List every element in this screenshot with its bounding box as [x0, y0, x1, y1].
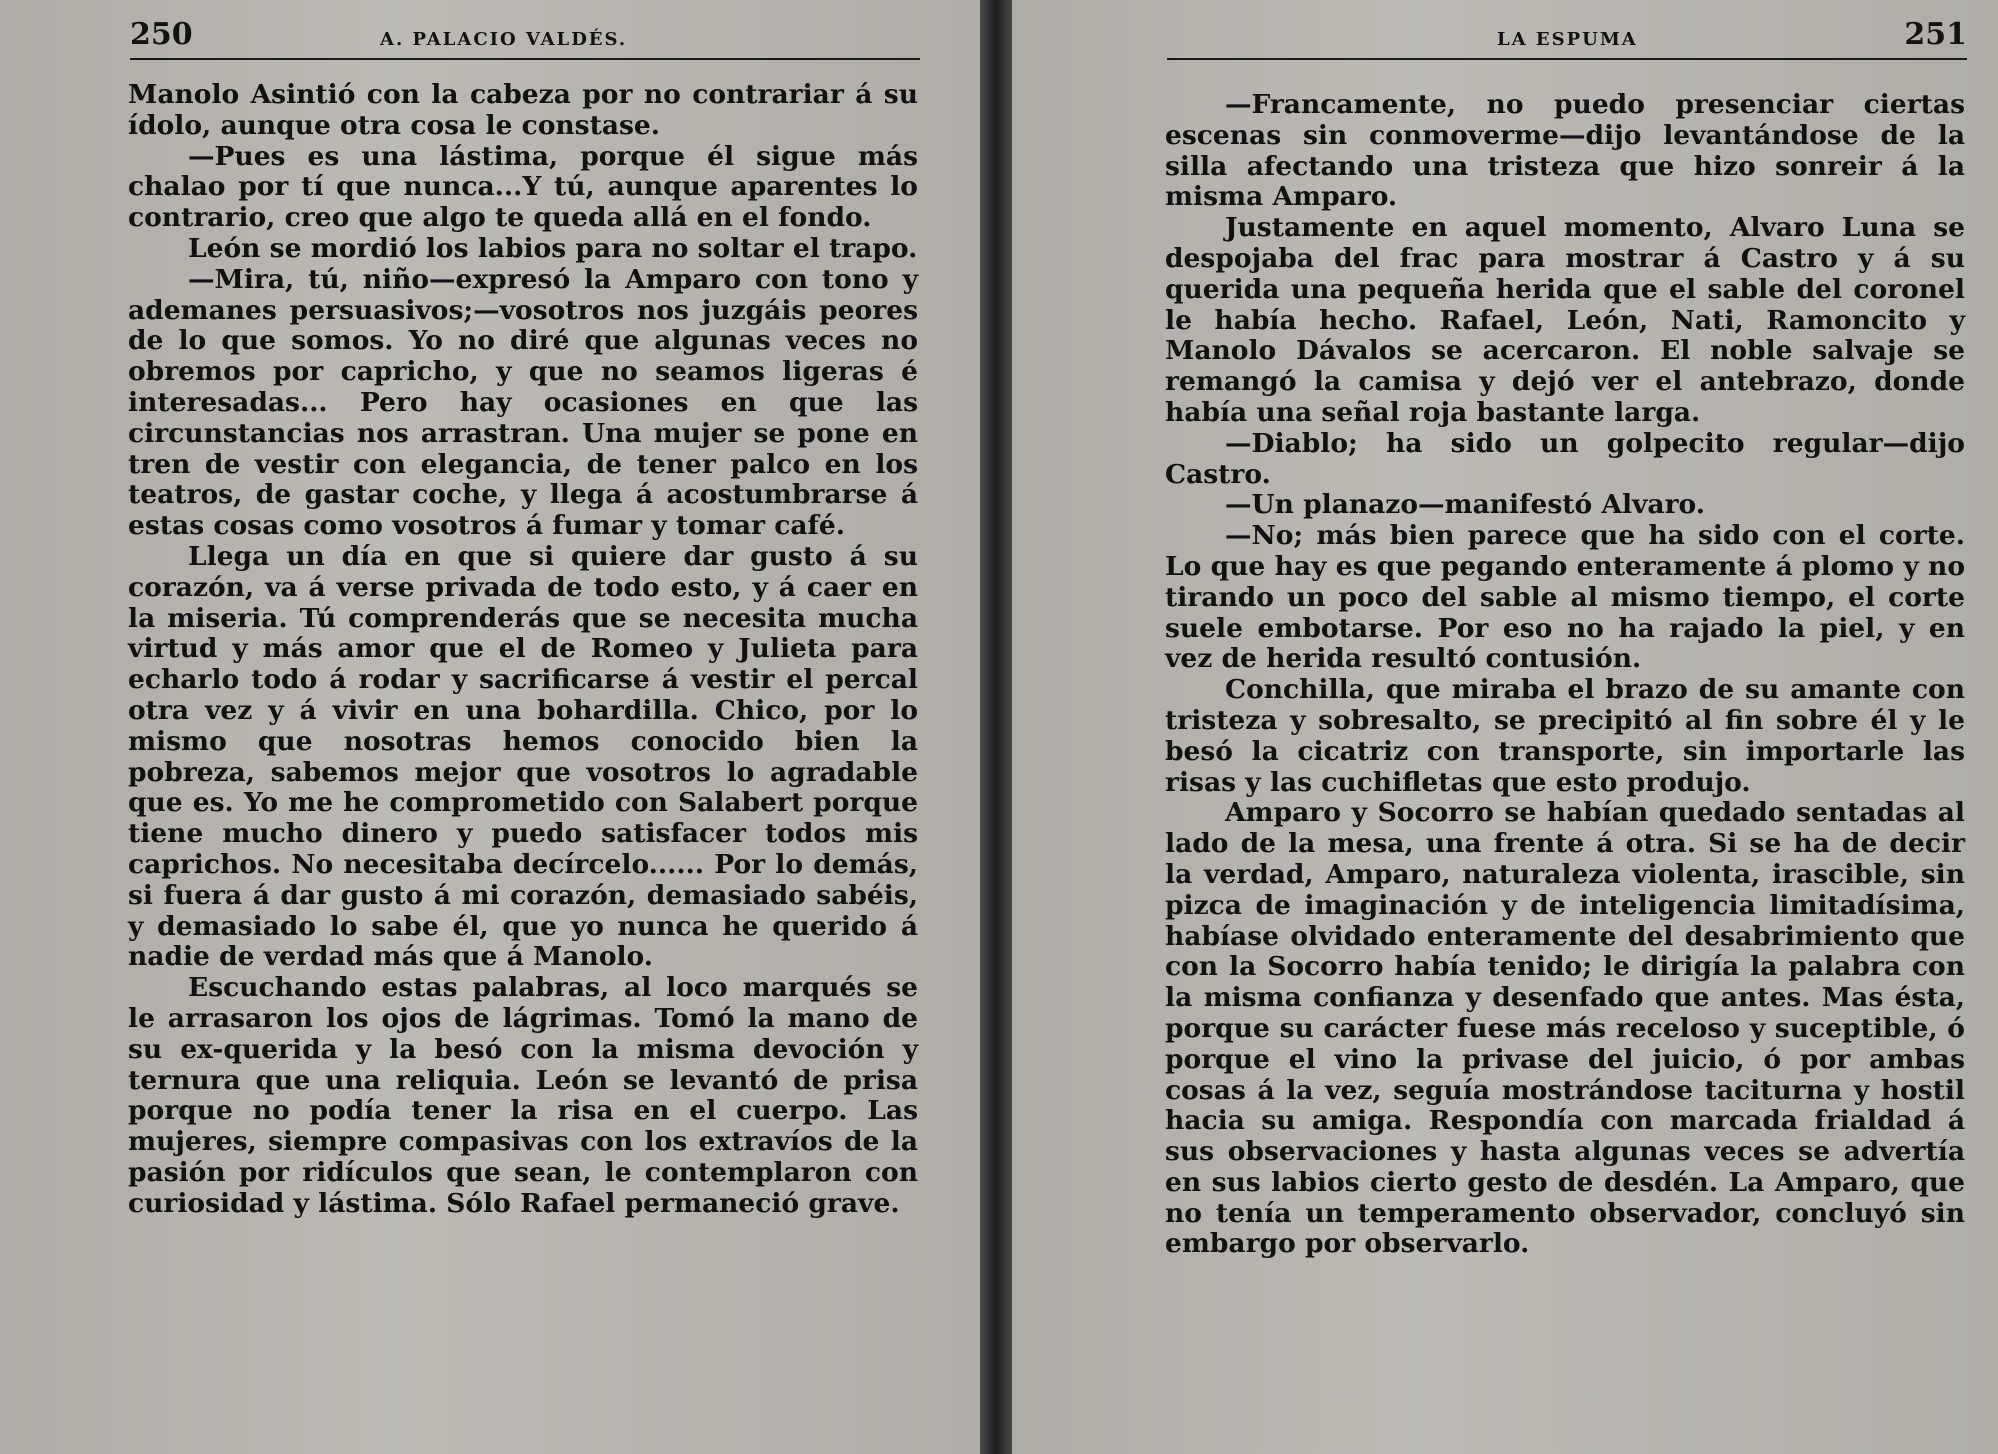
paragraph: —Diablo; ha sido un golpecito regular—dijo Castro.: [1165, 427, 1965, 490]
right-page-header: [1167, 18, 1967, 60]
left-page-header: [130, 18, 920, 60]
paragraph: Conchilla, que miraba el brazo de su amante con tristeza y sobresalto, se precipitó al fin sobre él y le besó la cicatriz con transporte, sin importarle las risas y las cuchifletas que esto produjo.: [1165, 674, 1965, 798]
paragraph: Manolo Asintió con la cabeza por no contrariar á su ídolo, aunque otra cosa le constase.: [128, 79, 918, 141]
paragraph: Justamente en aquel momento, Alvaro Luna se despojaba del frac para mostrar á Castro y á su querida una pequeña herida que el sable del coronel le había hecho. Rafael, León, Nati, Ramoncito y Manolo Dávalos se acercaron. El noble salvaje se remangó la camisa y dejó ver el antebrazo, donde había una señal roja bastante larga.: [1165, 212, 1965, 428]
page-number: 251: [1904, 17, 1967, 52]
paragraph: Escuchando estas palabras, al loco marqués se le arrasaron los ojos de lágrimas. Tomó la mano de su ex-querida y la besó con la misma devoción y ternura que una reliquia. León se levantó de prisa porque no podía tener la risa en el cuerpo. Las mujeres, siempre compasivas con los extravíos de la pasión por ridículos que sean, le contemplaron con curiosidad y lástima. Sólo Rafael permaneció grave.: [128, 972, 918, 1219]
paragraph: Amparo y Socorro se habían quedado sentadas al lado de la mesa, una frente á otra. Si se ha de decir la verdad, Amparo, naturaleza violenta, irascible, sin pizca de imaginación y de inteligencia limitadísima, habíase olvidado enteramente del desabrimiento que con la Socorro había tenido; le dirigía la palabra con la misma confianza y desenfado que antes. Mas ésta, porque su carácter fuese más receloso y suceptible, ó porque el vino la privase del juicio, ó por ambas cosas á la vez, seguía mostrándose taciturna y hostil hacia su amiga. Respondía con marcada frialdad á sus observaciones y hasta algunas veces se advertía en sus labios cierto gesto de desdén. La Amparo, que no tenía un temperamento observador, concluyó sin embargo por observarlo.: [1165, 797, 1965, 1260]
paragraph: Llega un día en que si quiere dar gusto á su corazón, va á verse privada de todo esto, y á caer en la miseria. Tú comprenderás que se necesita mucha virtud y más amor que el de Romeo y Julieta para echarlo todo á rodar y sacrificarse á vestir el percal otra vez y á vivir en una bohardilla. Chico, por lo mismo que nosotras hemos conocido bien la pobreza, sabemos mejor que vosotros lo agradable que es. Yo me he comprometido con Salabert porque tiene mucho dinero y puedo satisfacer todos mis caprichos. No necesitaba decírcelo...... Por lo demás, si fuera á dar gusto á mi corazón, demasiado sabéis, y demasiado lo sabe él, que yo nunca he querido á nadie de verdad más que á Manolo.: [128, 540, 918, 973]
right-page: [1012, 0, 1998, 1454]
running-head: LA ESPUMA: [1497, 29, 1638, 50]
paragraph: —Un planazo—manifestó Alvaro.: [1225, 489, 1705, 521]
page-number: 250: [130, 17, 193, 52]
paragraph: —Francamente, no puedo presenciar ciertas escenas sin conmoverme—dijo levantándose de la silla afectando una tristeza que hizo sonreir á la misma Amparo.: [1165, 89, 1965, 213]
paragraph: —Mira, tú, niño—expresó la Amparo con tono y ademanes persuasivos;—vosotros nos juzgáis peores de lo que somos. Yo no diré que algunas veces no obremos por capricho, y que no seamos ligeras é interesadas... Pero hay ocasiones en que las circunstancias nos arrastran. Una mujer se pone en tren de vestir con elegancia, de tener palco en los teatros, de gastar coche, y llega á acostumbrarse á estas cosas como vosotros á fumar y tomar café.: [128, 263, 918, 542]
paragraph: —No; más bien parece que ha sido con el corte. Lo que hay es que pegando enteramente á plomo y no tirando un poco del sable al mismo tiempo, el corte suele embotarse. Por eso no ha rajado la piel, y en vez de herida resultó contusión.: [1165, 520, 1965, 675]
paragraph: León se mordió los labios para no soltar el trapo.: [188, 232, 918, 264]
paragraph: —Pues es una lástima, porque él sigue más chalao por tí que nunca...Y tú, aunque aparentes lo contrario, creo que algo te queda allá en el fondo.: [128, 140, 918, 234]
right-page-text: [1165, 90, 1965, 1260]
left-page: [0, 0, 980, 1454]
book-gutter: [980, 0, 1012, 1454]
running-head: A. PALACIO VALDÉS.: [380, 29, 628, 50]
left-page-text: [128, 80, 918, 1219]
